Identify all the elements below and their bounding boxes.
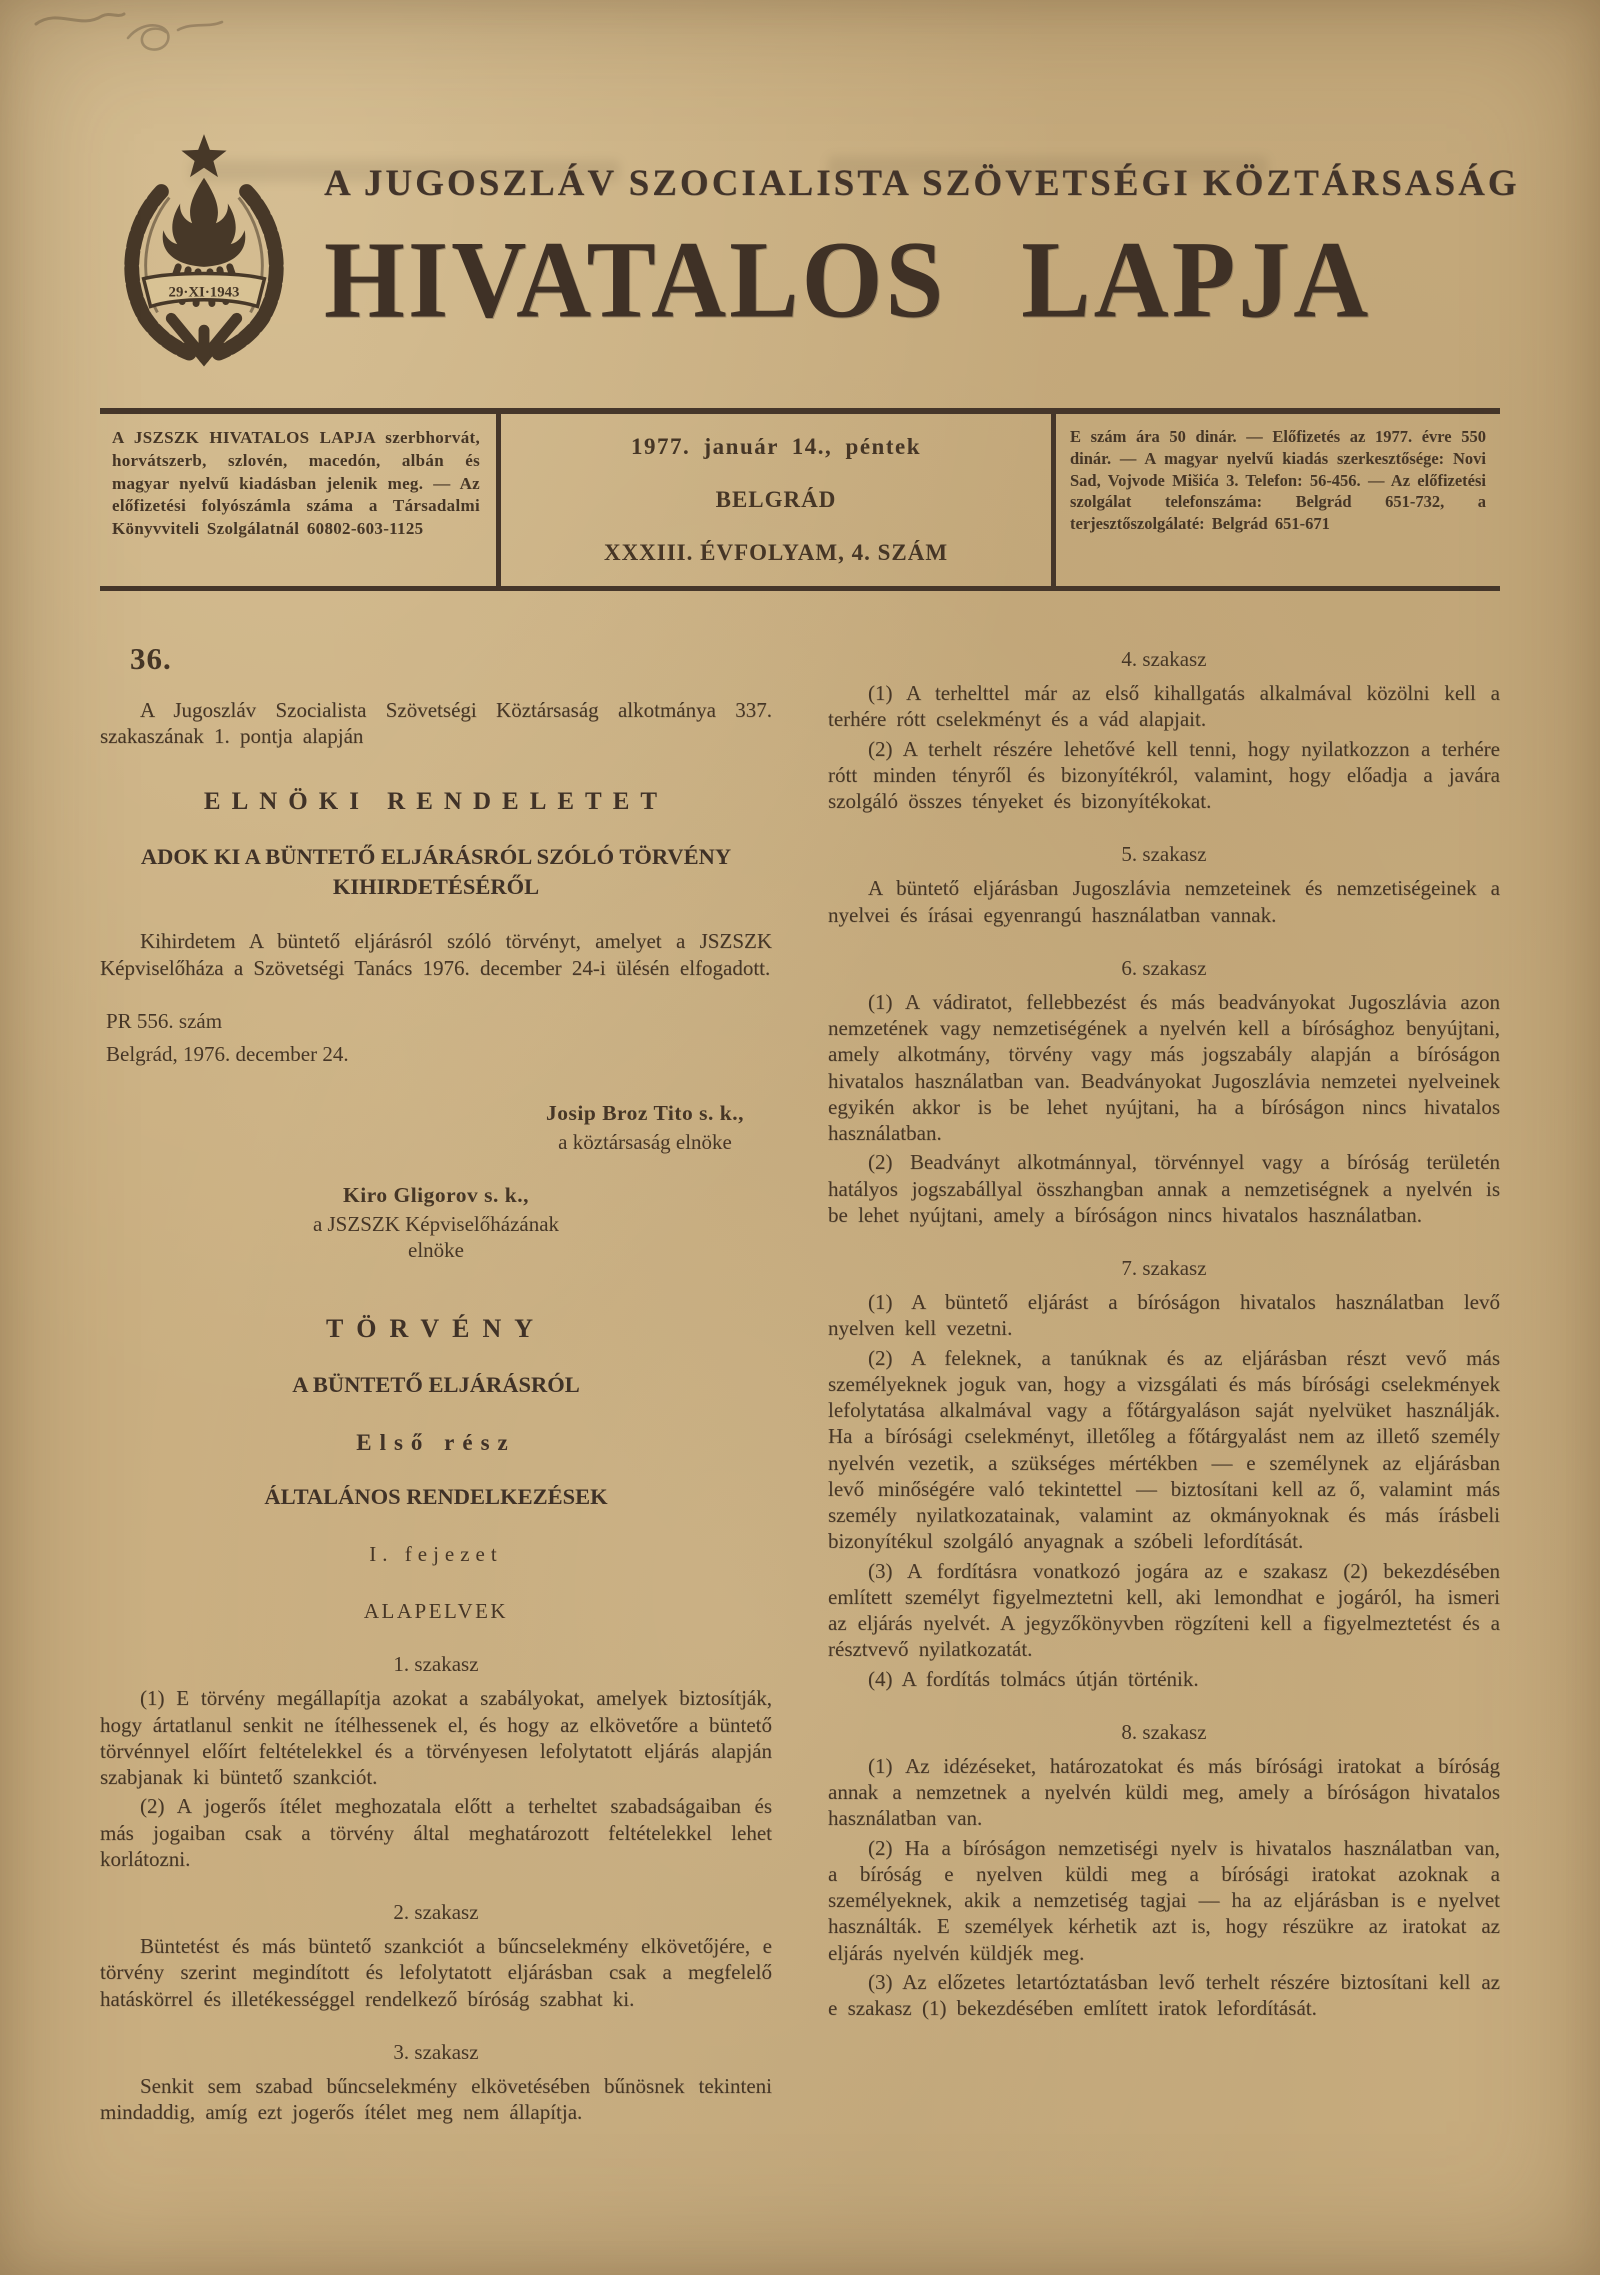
- law-paragraph: (1) E törvény megállapítja azokat a szabályokat, amelyek biztosítják, hogy ártatlanul senkit ne ítélhessenek el, és hogy az elkövetőre a büntető törvénnyel előírt feltételekkel és a törvényesen lefolytatott eljárás alapján szabjanak ki büntető szankciót.: [100, 1686, 772, 1789]
- ribbon-banner: [144, 274, 265, 307]
- law-paragraph: (4) A fordítás tolmács útján történik.: [868, 1666, 1199, 1691]
- place-date: Belgrád, 1976. december 24.: [106, 1041, 349, 1066]
- issue-volume: XXXIII. ÉVFOLYAM, 4. SZÁM: [603, 540, 949, 565]
- law-paragraph: Senkit sem szabad bűncselekmény elkövetésében bűnösnek tekinteni mindaddig, amíg ezt jogerős ítélet meg nem állapítja.: [100, 2073, 772, 2124]
- publication-info-bar: [100, 408, 1500, 591]
- intro-paragraph: A Jugoszláv Szocialista Szövetségi Köztársaság alkotmánya 337. szakaszának 1. pontja alapján: [100, 698, 772, 749]
- article-body: [100, 637, 1500, 2125]
- law-paragraph: (2) A terhelt részére lehetővé kell tenni, hogy nyilatkozzon a terhére rótt minden tényről és bizonyítékról, valamint, hogy előadja a javára szolgáló összes tényeket és bizonyítékokat.: [828, 736, 1500, 813]
- section-heading: 8. szakasz: [1121, 1719, 1207, 1744]
- law-paragraph: (1) A büntető eljárást a bíróságon hivatalos használatban levő nyelven kell vezetni.: [828, 1290, 1500, 1341]
- price-subscription-info: E szám ára 50 dinár. — Előfizetés az 1977. évre 550 dinár. — A magyar nyelvű kiadás szerkesztősége: Novi Sad, Vojvode Mišića 3. Telefon: 56-456. — Az előfizetési szolgálat telefonszáma: Belgrád 651-732, a terjesztőszolgálaté: Belgrád 651-671: [1051, 414, 1500, 586]
- law-paragraph: (3) A fordításra vonatkozó jogára az e szakasz (2) bekezdésében említett személyt figyelmeztetni kell, aki lemondhat e jogáról, ha ismeri az eljárás nyelvét. A jegyzőkönyvben rögzíteni kell a figyelmeztetést és a résztvevő nyilatkozatát.: [828, 1558, 1500, 1662]
- gazette-title: HIVATALOS LAPJA: [324, 219, 1372, 342]
- law-paragraph: (2) Ha a bíróságon nemzetiségi nyelv is hivatalos használatban van, a bíróság e nyelven küldi meg a bírósági iratokat azoknak a személyeknek, akik a nemzetiség tagjai — ha az eljárásban is e nyelvet használták. E személyek kérhetik azt is, hogy részükre az iratokat az eljárás nyelvén küldjék meg.: [828, 1835, 1500, 1965]
- law-title: TÖRVÉNY: [325, 1313, 547, 1343]
- law-section-2: [100, 1900, 772, 2012]
- flame: [163, 178, 246, 267]
- law-section-7: [828, 1256, 1500, 1692]
- law-section-4: [828, 647, 1500, 814]
- issue-date: 1977. január 14., péntek: [631, 434, 921, 459]
- masthead-titles: [308, 118, 1520, 342]
- law-paragraph: Büntetést és más büntető szankciót a bűncselekmény elkövetőjére, e törvény szerint megindított és lefolytatott eljárásban csak a megfelelő hatáskörrel és illetékességgel rendelkező bíróság szabhat ki.: [100, 1934, 772, 2011]
- law-section-3: [100, 2040, 772, 2126]
- country-title: A JUGOSZLÁV SZOCIALISTA SZÖVETSÉGI KÖZTÁRSASÁG: [324, 163, 1520, 204]
- law-section-1: [100, 1652, 772, 1872]
- law-paragraph: (1) A vádiratot, fellebbezést és más beadványokat Jugoszlávia azon nemzetének vagy nemzetiségének a nyelvén kell a bírósághoz benyújtani, amely alkotmány, törvény vagy más jogszabály alapján a bíróságon hivatalos használatban van. Beadványokat Jugoszlávia nemzetei nyelveinek egyikén akkor is be lehet nyújtani, ha a bíróságon nincs hivatalos használatban.: [828, 989, 1500, 1145]
- right-column: [828, 637, 1500, 2125]
- issue-info: [501, 414, 1051, 586]
- page-content: [100, 0, 1520, 2125]
- law-paragraph: (3) Az előzetes letartóztatásban levő terhelt részére biztosítani kell az e szakasz (1) bekezdésében említett iratok lefordítását.: [828, 1969, 1500, 2020]
- issue-city: BELGRÁD: [715, 487, 837, 512]
- law-paragraph: (1) Az idézéseket, határozatokat és más bírósági iratokat a bíróság annak a nemzetnek a nyelvén küldi meg, amely a bíróságon hivatalos használatban van.: [828, 1753, 1500, 1831]
- section-heading: 4. szakasz: [1121, 647, 1207, 671]
- section-heading: 2. szakasz: [393, 1900, 479, 1924]
- law-paragraph: (1) A terhelttel már az első kihallgatás alkalmával közölni kell a terhére rótt cselekményt és a vád alapjait.: [828, 681, 1500, 732]
- law-section-6: [828, 956, 1500, 1228]
- law-paragraph: A büntető eljárásban Jugoszlávia nemzeteinek és nemzetiségeinek a nyelvei és írásai egyenrangú használatban vannak.: [828, 876, 1500, 927]
- article-number: 36.: [130, 641, 172, 676]
- section-heading: 5. szakasz: [1121, 842, 1207, 867]
- section-heading: 3. szakasz: [393, 2039, 479, 2064]
- publisher-info: A JSZSZK HIVATALOS LAPJA szerbhorvát, horvátszerb, szlovén, macedón, albán és magyar nyelvű kiadásban jelenik meg. — Az előfizetési folyószámla száma a Társadalmi Könyvviteli Szolgálatnál 60802-603-1125: [100, 414, 501, 586]
- decree-subtitle: ADOK KI A BÜNTETŐ ELJÁRÁSRÓL SZÓLÓ TÖRVÉNY KIHIRDETÉSÉRŐL: [140, 843, 732, 899]
- law-part-heading: Első rész: [356, 1429, 516, 1455]
- law-paragraph: (2) A jogerős ítélet meghozatala előtt a terheltet szabadságaiban és más jogaiban csak a törvény által meghatározott feltételekkel lehet korlátozni.: [100, 1794, 772, 1871]
- law-section-8: [828, 1720, 1500, 2022]
- emblem-date: 29·XI·1943: [168, 284, 240, 301]
- decree-title: ELNÖKI RENDELETET: [203, 787, 669, 815]
- section-heading: 7. szakasz: [1121, 1256, 1207, 1280]
- signature-role: a köztársaság elnöke: [558, 1129, 732, 1154]
- law-subtitle: A BÜNTETŐ ELJÁRÁSRÓL: [292, 1371, 580, 1397]
- signature-gligorov: [286, 1183, 586, 1264]
- signature-role: a JSZSZK Képviselőházának elnöke: [312, 1212, 560, 1263]
- section-heading: 6. szakasz: [1121, 955, 1207, 980]
- reference-number: PR 556. szám: [106, 1008, 223, 1033]
- law-paragraph: (2) A feleknek, a tanúknak és az eljárásban részt vevő más személyeknek joguk van, hogy a vizsgálati és más bírósági cselekmények lefolytatása alkalmával vagy a főtárgyaláson saját nyelvüket használják. Ha a bírósági cselekményt, illetőleg a főtárgyalást nem az illető személy nyelvén vezetik, a szükséges mértékben — e személynek az eljárásban levő minőségére való tekintettel — biztosítani kell az ő, valamint más személy nyilatkozatainak, valamint az okmányoknak és más írásbeli bizonyítékul szolgáló anyagnak a szóbeli lefordítását.: [828, 1345, 1500, 1554]
- chapter-title: ALAPELVEK: [363, 1599, 509, 1624]
- law-part-title: ÁLTALÁNOS RENDELKEZÉSEK: [264, 1483, 608, 1509]
- signature-name: Josip Broz Tito s. k.,: [546, 1100, 744, 1125]
- promulgation-paragraph: Kihirdetem A büntető eljárásról szóló törvényt, amelyet a JSZSZK Képviselőháza a Szövetségi Tanács 1976. december 24-i ülésén elfogadott.: [100, 929, 772, 980]
- masthead: [100, 118, 1520, 378]
- chapter-heading: I. fejezet: [369, 1542, 503, 1567]
- signature-name: Kiro Gligorov s. k.,: [343, 1183, 529, 1207]
- red-star-icon: [181, 134, 226, 177]
- law-section-5: [828, 842, 1500, 928]
- signature-tito: [546, 1101, 744, 1155]
- law-paragraph: (2) Beadványt alkotmánnyal, törvénnyel vagy a bíróság területén hatályos jogszabállyal összhangban annak a nemzetiségnek a nyelvén is be lehet nyújtani, amely a bíróságon nincs hivatalos használatban.: [828, 1150, 1500, 1227]
- section-heading: 1. szakasz: [393, 1652, 479, 1677]
- left-column: [100, 637, 772, 2125]
- yugoslav-coat-of-arms: [100, 126, 308, 378]
